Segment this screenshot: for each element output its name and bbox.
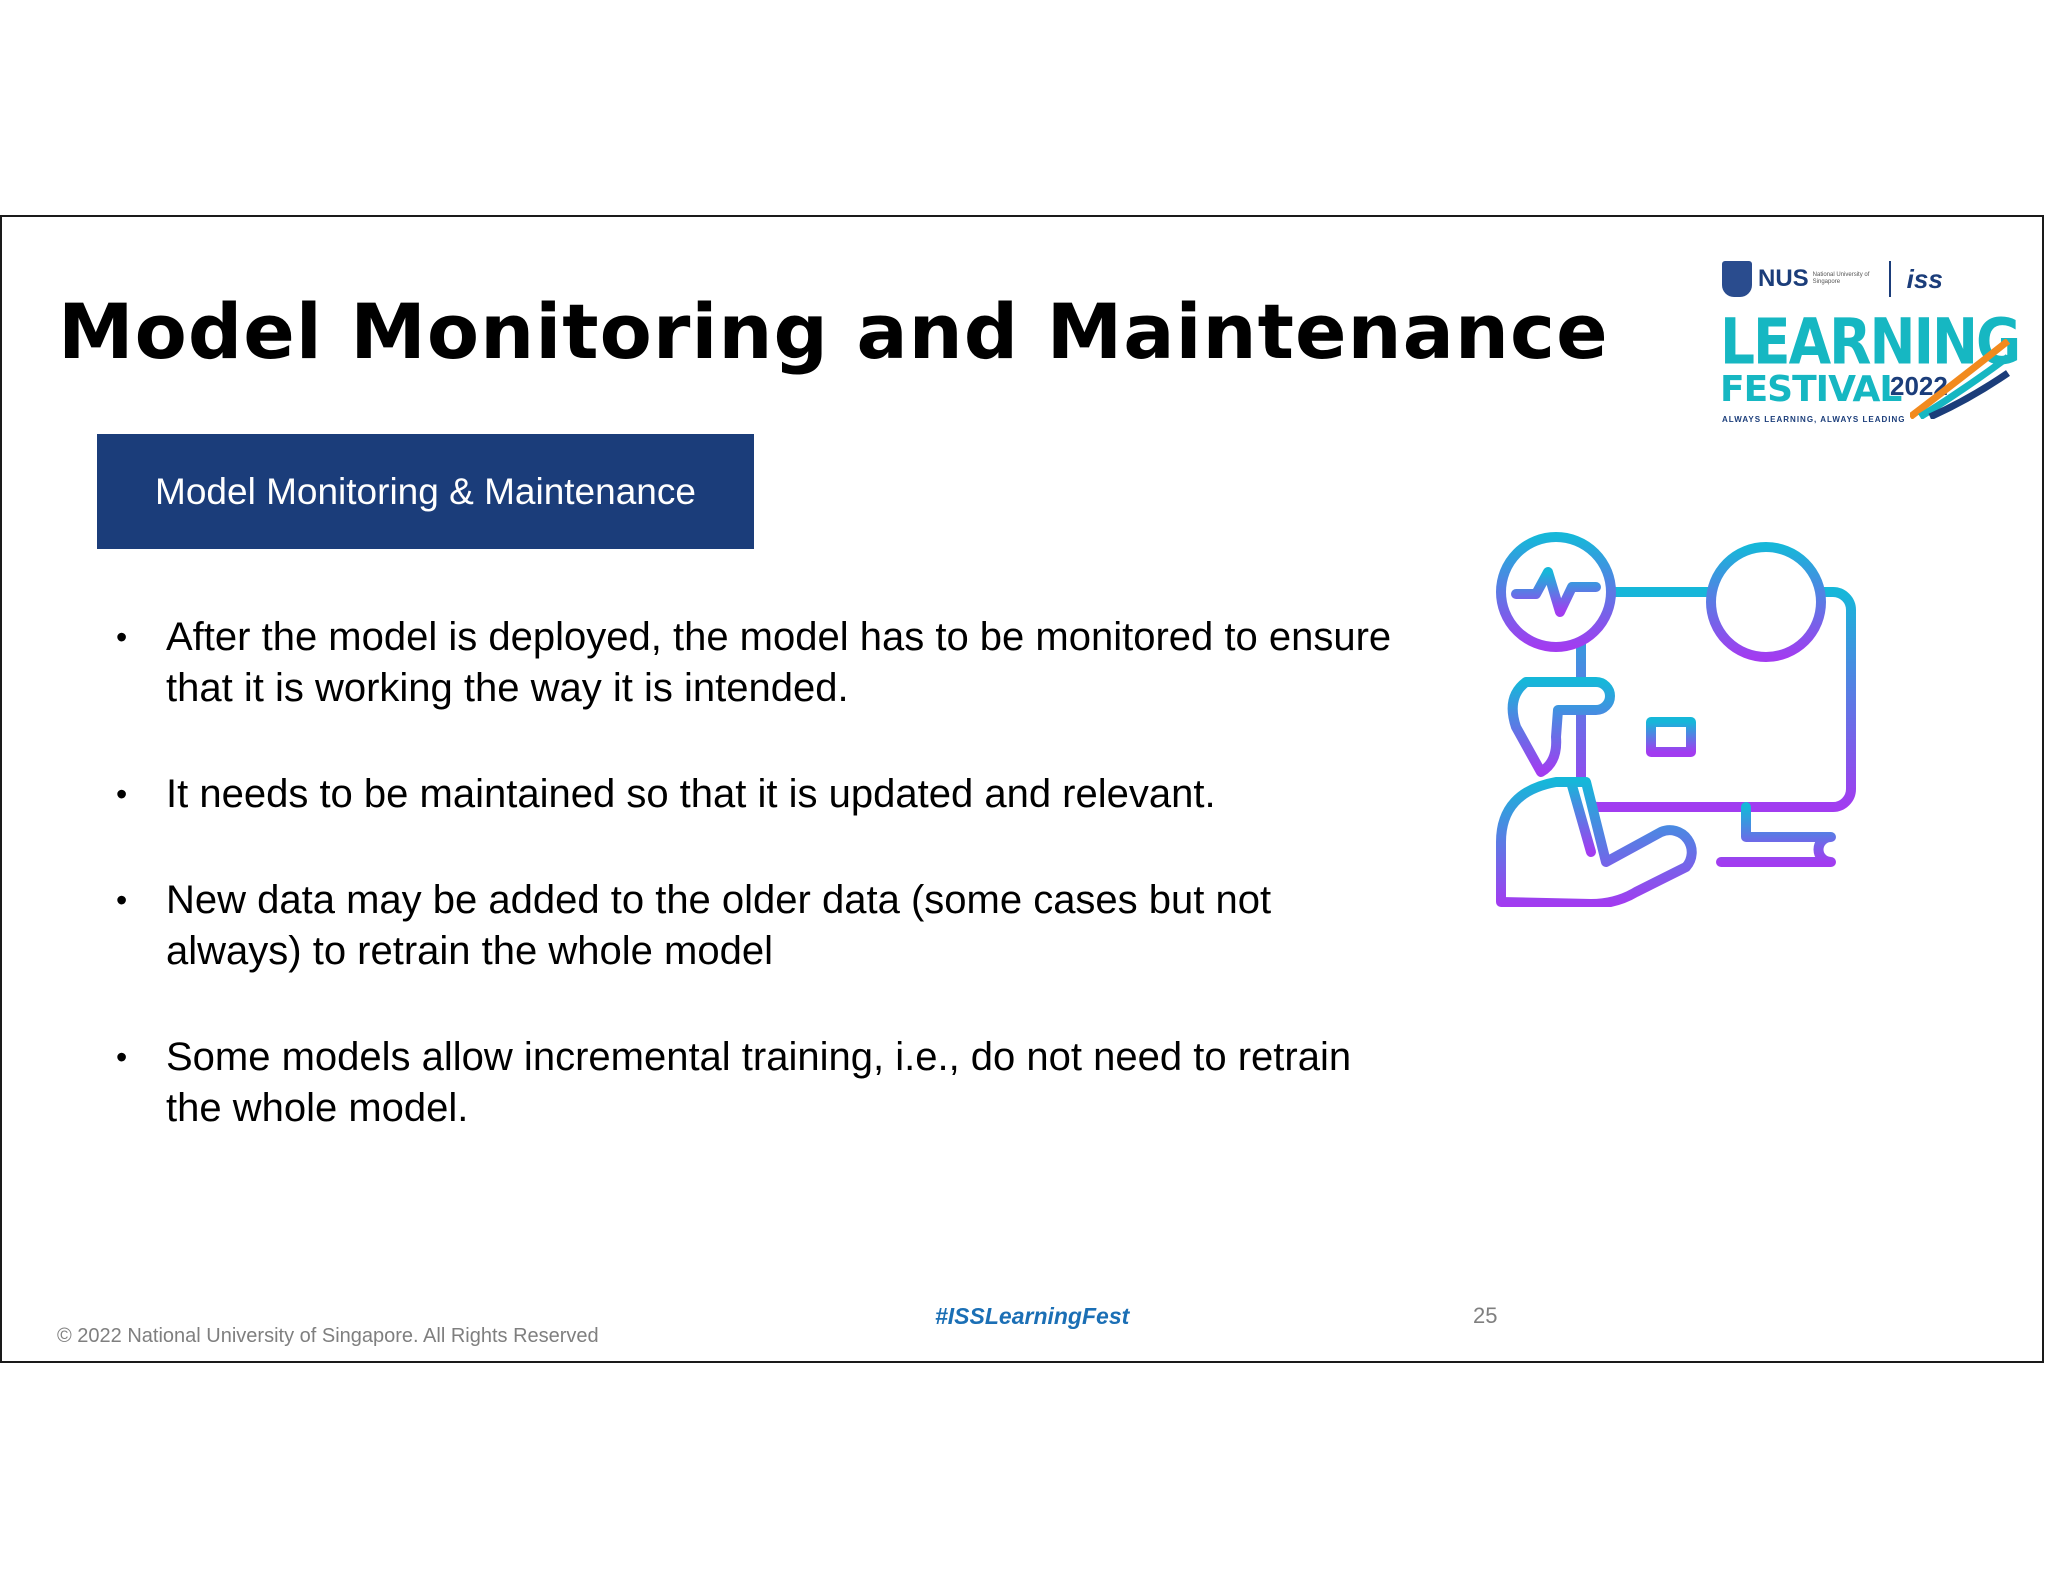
nus-logo-text: NUS xyxy=(1758,265,1809,292)
computer-monitoring-person-icon xyxy=(1496,532,1866,907)
nus-crest-icon xyxy=(1722,261,1752,297)
logo-learning-text: LEARNING xyxy=(1720,305,2020,379)
page-number: 25 xyxy=(1473,1303,1498,1328)
bullet-dot: • xyxy=(116,1039,128,1075)
logo-festival-text: FESTIVAL xyxy=(1720,369,1902,410)
learning-festival-logo xyxy=(1720,259,2020,424)
iss-logo-text: iss xyxy=(1906,263,1943,294)
slide xyxy=(0,215,2044,1363)
bullet-text: After the model is deployed, the model has to be monitored to ensure that it is working the way it is intended. xyxy=(166,615,1392,710)
bullet-dot: • xyxy=(116,882,128,918)
bullet-item xyxy=(112,1032,1412,1134)
bullet-item xyxy=(112,612,1412,714)
hashtag-text: #ISSLearningFest xyxy=(935,1303,1130,1329)
copyright-text: © 2022 National University of Singapore. All Rights Reserved xyxy=(57,1325,599,1347)
bullet-text: It needs to be maintained so that it is updated and relevant. xyxy=(166,772,1216,816)
bullet-text: New data may be added to the older data (some cases but not always) to retrain the whole model xyxy=(166,878,1272,973)
logo-divider xyxy=(1889,261,1891,297)
nus-iss-logo-row xyxy=(1722,261,1943,297)
bullet-dot: • xyxy=(116,619,128,655)
bullet-list xyxy=(112,612,1412,1189)
nus-logo-subtext: National University of Singapore xyxy=(1812,272,1870,285)
logo-tagline: ALWAYS LEARNING, ALWAYS LEADING xyxy=(1722,415,1906,424)
bullet-item xyxy=(112,875,1412,977)
slide-title: Model Monitoring and Maintenance xyxy=(58,287,1609,376)
bullet-item xyxy=(112,769,1412,820)
section-label-box xyxy=(97,434,754,549)
section-label: Model Monitoring & Maintenance xyxy=(155,470,696,512)
logo-year-text: 2022 xyxy=(1890,371,1948,401)
bullet-text: Some models allow incremental training, i.e., do not need to retrain the whole model. xyxy=(166,1035,1352,1130)
bullet-dot: • xyxy=(116,776,128,812)
logo-swoosh-icon xyxy=(1910,339,2010,419)
